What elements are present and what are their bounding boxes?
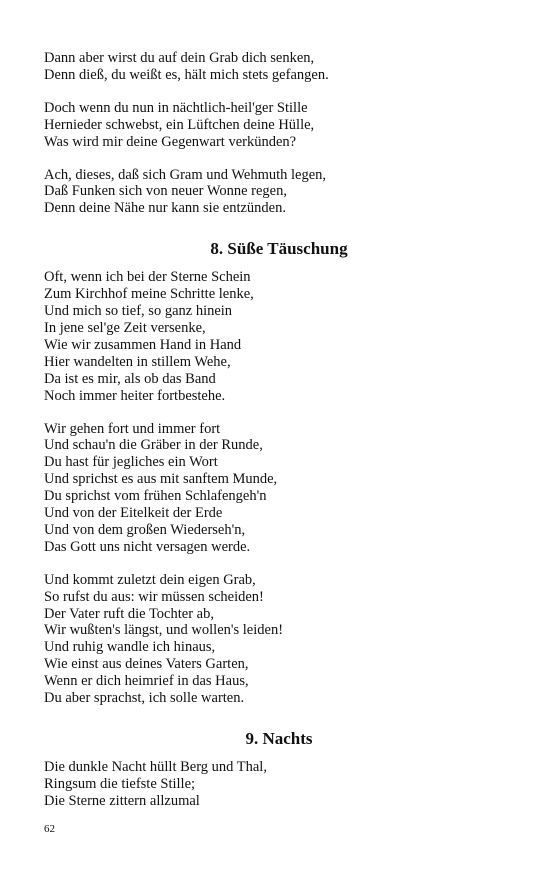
verse-line: Und sprichst es aus mit sanftem Munde,	[44, 471, 278, 488]
stanza	[44, 572, 514, 707]
stanza	[44, 759, 514, 810]
page-number: 62	[44, 823, 55, 835]
verse-line: Die Sterne zittern allzumal	[44, 792, 200, 809]
verse-line: Und mich so tief, so ganz hinein	[44, 303, 233, 320]
verse-line: Daß Funken sich von neuer Wonne regen,	[44, 183, 287, 200]
stanza	[44, 167, 514, 218]
verse-line: Die dunkle Nacht hüllt Berg und Thal,	[44, 759, 267, 775]
verse-line: Was wird mir deine Gegenwart verkünden?	[44, 133, 297, 150]
verse-line: Und von der Eitelkeit der Erde	[44, 505, 223, 522]
verse-line: Denn dieß, du weißt es, hält mich stets gefangen.	[44, 66, 329, 83]
verse-line: Wir gehen fort und immer fort	[44, 420, 221, 437]
verse-line: Und kommt zuletzt dein eigen Grab,	[44, 571, 256, 588]
verse-line: Hier wandelten in stillem Wehe,	[44, 353, 231, 370]
stanza	[44, 421, 514, 556]
verse-line: Du hast für jegliches ein Wort	[44, 454, 218, 471]
stanza	[44, 269, 514, 404]
verse-line: Doch wenn du nun in nächtlich-heil'ger Stille	[44, 99, 308, 116]
verse-line: Du aber sprachst, ich solle warten.	[44, 690, 245, 707]
verse-line: Da ist es mir, als ob das Band	[44, 370, 216, 387]
poem-9-body	[44, 759, 514, 810]
page-content	[44, 50, 514, 826]
stanza	[44, 100, 514, 151]
verse-line: Denn deine Nähe nur kann sie entzünden.	[44, 200, 286, 217]
verse-line: Ach, dieses, daß sich Gram und Wehmuth legen,	[44, 166, 327, 183]
poem-8-body	[44, 269, 514, 707]
verse-line: Und schau'n die Gräber in der Runde,	[44, 437, 263, 454]
verse-line: Wenn er dich heimrief in das Haus,	[44, 673, 249, 690]
verse-line: Ringsum die tiefste Stille;	[44, 775, 196, 792]
verse-line: Zum Kirchhof meine Schritte lenke,	[44, 286, 254, 303]
poem-8-title: 8. Süße Täuschung	[210, 239, 348, 259]
verse-line: Hernieder schwebst, ein Lüftchen deine Hülle,	[44, 116, 315, 133]
verse-line: Noch immer heiter fortbestehe.	[44, 387, 226, 404]
verse-line: Das Gott uns nicht versagen werde.	[44, 538, 251, 555]
verse-line: Und ruhig wandle ich hinaus,	[44, 639, 216, 656]
poem-continuation	[44, 50, 514, 217]
verse-line: Oft, wenn ich bei der Sterne Schein	[44, 269, 251, 286]
verse-line: Wir wußten's längst, und wollen's leiden!	[44, 622, 284, 639]
verse-line: Wie wir zusammen Hand in Hand	[44, 336, 242, 353]
verse-line: Und von dem großen Wiederseh'n,	[44, 521, 246, 538]
verse-line: So rufst du aus: wir müssen scheiden!	[44, 588, 264, 605]
verse-line: Der Vater ruft die Tochter ab,	[44, 605, 214, 622]
verse-line: In jene sel'ge Zeit versenke,	[44, 319, 206, 336]
poem-8	[44, 239, 514, 707]
poem-9	[44, 729, 514, 810]
verse-line: Wie einst aus deines Vaters Garten,	[44, 656, 249, 673]
stanza	[44, 50, 514, 84]
verse-line: Du sprichst vom frühen Schlafengeh'n	[44, 488, 267, 505]
verse-line: Dann aber wirst du auf dein Grab dich senken,	[44, 50, 315, 66]
poem-9-title: 9. Nachts	[245, 729, 313, 748]
